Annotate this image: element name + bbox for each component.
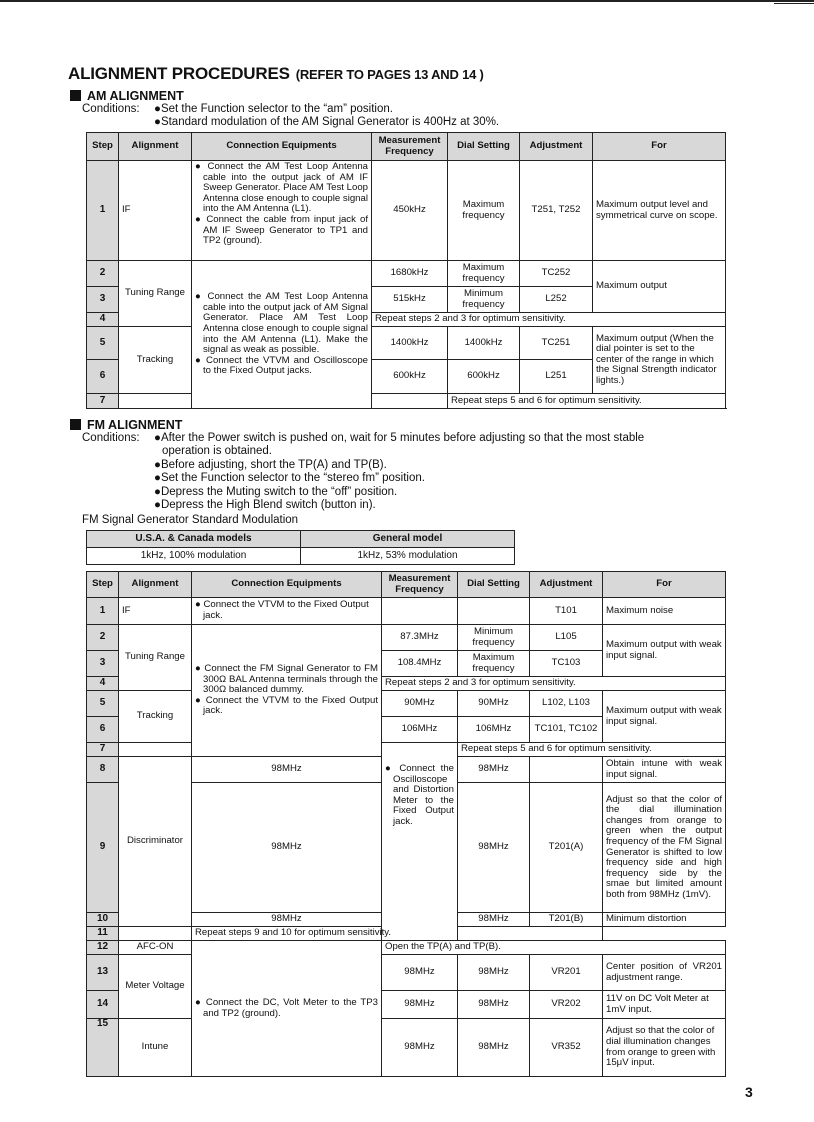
fm-condition: ●Set the Function selector to the “stereo fm” position. (154, 472, 425, 485)
connection-cell (382, 743, 458, 941)
frequency-cell: 98MHz (382, 955, 458, 991)
frequency-cell: 108.4MHz (382, 651, 458, 677)
alignment-cell: IF (119, 161, 192, 261)
fm-alignment-table (86, 571, 726, 1077)
fm-heading (70, 418, 182, 432)
table-row (87, 691, 726, 717)
step-number: 7 (87, 394, 119, 409)
step-number: 12 (87, 941, 119, 955)
adjustment-cell (530, 757, 603, 783)
square-bullet-icon (70, 419, 81, 430)
alignment-cell (119, 394, 192, 409)
am-condition: ●Standard modulation of the AM Signal Generator is 400Hz at 30%. (154, 116, 500, 128)
table-row (87, 598, 726, 625)
am-condition: ●Set the Function selector to the “am” position. (154, 103, 393, 115)
fm-condition: ●Depress the Muting switch to the “off” position. (154, 485, 398, 498)
table-row (87, 927, 726, 941)
fm-condition: ●Before adjusting, short the TP(A) and TP(B). (154, 458, 387, 471)
adjustment-cell: VR352 (530, 1019, 603, 1077)
col-header: Step (87, 133, 119, 161)
dial-cell: 90MHz (458, 691, 530, 717)
connection-cell (372, 394, 448, 409)
frequency-cell: 600kHz (372, 360, 448, 394)
col-header: Measurement Frequency (382, 572, 458, 598)
frequency-cell: 87.3MHz (382, 625, 458, 651)
step-number: 11 (87, 927, 119, 941)
dial-cell: 106MHz (458, 717, 530, 743)
adjustment-cell: TC103 (530, 651, 603, 677)
step-number: 8 (87, 757, 119, 783)
step-number: 2 (87, 261, 119, 287)
adjustment-cell: TC252 (520, 261, 593, 287)
for-cell: Adjust so that the color of dial illumination changes from orange to green with 15μV input. (603, 1019, 726, 1077)
step-number: 4 (87, 313, 119, 327)
fm-modulation-title-text: FM Signal Generator Standard Modulation (82, 514, 299, 526)
adjustment-cell: T101 (530, 598, 603, 625)
for-cell: Adjust so that the color of the dial illumination changes from orange to green when the output frequency of the FM Signal Generator is shifted to low frequency side and high frequency side by the smae but limited amount both from 98MHz (1mV). (603, 783, 726, 913)
for-cell: Maximum output level and symmetrical curve on scope. (593, 161, 726, 261)
alignment-cell: Tuning Range (119, 625, 192, 691)
connection-text: ● Connect the VTVM to the Fixed Output jack. (195, 694, 378, 717)
for-cell: 11V on DC Volt Meter at 1mV input. (603, 991, 726, 1019)
col-header: Step (87, 572, 119, 598)
frequency-cell: 98MHz (192, 757, 382, 783)
connection-text: ● Connect the FM Signal Generator to FM 300Ω BAL Antenna terminals through the 300Ω balanced dummy. (195, 663, 378, 696)
repeat-note: Repeat steps 9 and 10 for optimum sensitivity. (192, 927, 603, 941)
table-row (87, 625, 726, 651)
col-header: Dial Setting (458, 572, 530, 598)
alignment-cell: Tuning Range (119, 261, 192, 327)
step-number: 14 (87, 991, 119, 1019)
dial-cell: Minimum frequency (448, 287, 520, 313)
frequency-cell: 106MHz (382, 717, 458, 743)
repeat-note: Open the TP(A) and TP(B). (382, 941, 726, 955)
connection-text: ● Connect the Oscilloscope and Distortion Meter to the Fixed Output jack. (385, 763, 454, 827)
step-number: 7 (87, 743, 119, 757)
table-row (87, 394, 726, 409)
alignment-cell: Tracking (119, 691, 192, 743)
frequency-cell: 450kHz (372, 161, 448, 261)
repeat-note: Repeat steps 5 and 6 for optimum sensitivity. (448, 394, 726, 409)
col-header: Adjustment (530, 572, 603, 598)
step-number: 2 (87, 625, 119, 651)
for-cell: Obtain intune with weak input signal. (603, 757, 726, 783)
for-cell: Maximum output with weak input signal. (603, 625, 726, 677)
page-title-reference: (REFER TO PAGES 13 AND 14 ) (295, 67, 484, 82)
connection-cell (192, 261, 372, 409)
repeat-note: Repeat steps 5 and 6 for optimum sensitivity. (458, 743, 726, 757)
for-cell: Maximum output with weak input signal. (603, 691, 726, 743)
adjustment-cell: VR202 (530, 991, 603, 1019)
fm-condition: ●After the Power switch is pushed on, wait for 5 minutes before adjusting so that the most stable (154, 432, 645, 444)
table-row (87, 743, 726, 757)
for-cell: Maximum output (When the dial pointer is set to the center of the range in which the Signal Strength indicator lights.) (593, 327, 726, 394)
adjustment-cell: T201(B) (530, 913, 603, 927)
mod-header: General model (301, 531, 515, 548)
fm-conditions (82, 432, 722, 514)
page-title (68, 64, 484, 84)
mod-header: U.S.A. & Canada models (87, 531, 301, 548)
adjustment-cell: TC101, TC102 (530, 717, 603, 743)
fm-conditions-label: Conditions: (82, 432, 140, 444)
am-conditions-label: Conditions: (82, 103, 140, 115)
adjustment-cell: L252 (520, 287, 593, 313)
col-header: For (593, 133, 726, 161)
dial-cell: 98MHz (458, 955, 530, 991)
connection-cell (192, 941, 382, 1077)
repeat-note: Repeat steps 2 and 3 for optimum sensitivity. (382, 677, 726, 691)
alignment-cell: AFC-ON (119, 941, 192, 955)
for-cell: Maximum output (593, 261, 726, 313)
step-number: 3 (87, 651, 119, 677)
table-row (87, 261, 726, 287)
dial-cell: 98MHz (458, 783, 530, 913)
dial-cell: 600kHz (448, 360, 520, 394)
page-title-text: ALIGNMENT PROCEDURES (68, 64, 290, 83)
connection-text: ● Connect the DC, Volt Meter to the TP3 and TP2 (ground). (195, 996, 378, 1019)
dial-cell: 98MHz (458, 757, 530, 783)
col-header: For (603, 572, 726, 598)
fm-condition: operation is obtained. (162, 445, 272, 458)
am-heading (70, 89, 184, 103)
frequency-cell (382, 598, 458, 625)
dial-cell: 98MHz (458, 1019, 530, 1077)
frequency-cell: 1680kHz (372, 261, 448, 287)
table-row (87, 327, 726, 360)
table-row (87, 161, 726, 261)
connection-text: ● Connect the VTVM to the Fixed Output jack. (195, 599, 369, 621)
connection-cell (192, 161, 372, 261)
step-number: 9 (87, 783, 119, 913)
alignment-cell: Tracking (119, 327, 192, 394)
dial-cell: 1400kHz (448, 327, 520, 360)
for-cell: Center position of VR201 adjustment range. (603, 955, 726, 991)
dial-cell: Maximum frequency (458, 651, 530, 677)
col-header: Connection Equipments (192, 572, 382, 598)
adjustment-cell: L105 (530, 625, 603, 651)
connection-cell (192, 625, 382, 757)
repeat-note: Repeat steps 2 and 3 for optimum sensitivity. (372, 313, 726, 327)
connection-text: ● Connect the AM Test Loop Antenna cable into the output jack of AM IF Sweep Generator. Place AM Test Loop Antenna close enough to couple signal into the AM Antenna (L1). (195, 161, 368, 215)
adjustment-cell: T251, T252 (520, 161, 593, 261)
step-number: 5 (87, 691, 119, 717)
col-header: Connection Equipments (192, 133, 372, 161)
page-number: 3 (745, 1084, 753, 1100)
col-header: Measurement Frequency (372, 133, 448, 161)
adjustment-cell: L251 (520, 360, 593, 394)
step-number: 10 (87, 913, 119, 927)
table-row (87, 941, 726, 955)
top-rule (0, 0, 814, 2)
for-cell: Maximum noise (603, 598, 726, 625)
frequency-cell: 98MHz (382, 991, 458, 1019)
alignment-cell: Discriminator (119, 757, 192, 927)
frequency-cell: 1400kHz (372, 327, 448, 360)
connection-text: ● Connect the VTVM and Oscilloscope to the Fixed Output jacks. (195, 354, 368, 377)
table-row (87, 955, 726, 991)
alignment-cell: Meter Voltage (119, 955, 192, 1019)
mod-value: 1kHz, 53% modulation (301, 548, 515, 565)
frequency-cell: 90MHz (382, 691, 458, 717)
connection-cell (192, 598, 382, 625)
alignment-cell (119, 743, 192, 757)
mod-value: 1kHz, 100% modulation (87, 548, 301, 565)
adjustment-cell: L102, L103 (530, 691, 603, 717)
dial-cell: 98MHz (458, 913, 530, 927)
step-number: 3 (87, 287, 119, 313)
for-cell: Minimum distortion (603, 913, 726, 927)
fm-heading-text: FM ALIGNMENT (87, 418, 183, 432)
col-header: Alignment (119, 572, 192, 598)
step-number: 4 (87, 677, 119, 691)
adjustment-cell: T201(A) (530, 783, 603, 913)
step-number: 15 (87, 1019, 119, 1077)
dial-cell (458, 598, 530, 625)
frequency-cell: 98MHz (382, 1019, 458, 1077)
fm-modulation-table (86, 530, 515, 565)
frequency-cell: 98MHz (192, 913, 382, 927)
connection-text: ● Connect the cable from input jack of AM IF Sweep Generator to TP1 and TP2 (ground). (195, 213, 368, 247)
table-row (87, 1019, 726, 1077)
am-heading-text: AM ALIGNMENT (87, 89, 184, 103)
alignment-cell: IF (119, 598, 192, 625)
frequency-cell: 98MHz (192, 783, 382, 913)
am-conditions (82, 103, 682, 131)
dial-cell: Maximum frequency (448, 261, 520, 287)
dial-cell: 98MHz (458, 991, 530, 1019)
dial-cell: Maximum frequency (448, 161, 520, 261)
dial-cell: Minimum frequency (458, 625, 530, 651)
frequency-cell: 515kHz (372, 287, 448, 313)
am-alignment-table (86, 132, 726, 409)
alignment-cell: Intune (119, 1019, 192, 1077)
step-number: 5 (87, 327, 119, 360)
alignment-cell (119, 927, 192, 941)
step-number: 6 (87, 717, 119, 743)
col-header: Alignment (119, 133, 192, 161)
fm-condition: ●Depress the High Blend switch (button in). (154, 499, 376, 511)
square-bullet-icon (70, 90, 81, 101)
step-number: 6 (87, 360, 119, 394)
step-number: 1 (87, 161, 119, 261)
adjustment-cell: TC251 (520, 327, 593, 360)
connection-text: ● Connect the AM Test Loop Antenna cable into the output jack of AM Signal Generator. Place AM Test Loop Antenna close enough to couple signal into the AM Antenna (L1). Make the signal as weak as possible. (195, 291, 368, 356)
step-number: 13 (87, 955, 119, 991)
fm-modulation-title (82, 514, 298, 527)
col-header: Dial Setting (448, 133, 520, 161)
col-header: Adjustment (520, 133, 593, 161)
adjustment-cell: VR201 (530, 955, 603, 991)
step-number: 1 (87, 598, 119, 625)
top-rule-right (774, 3, 814, 4)
